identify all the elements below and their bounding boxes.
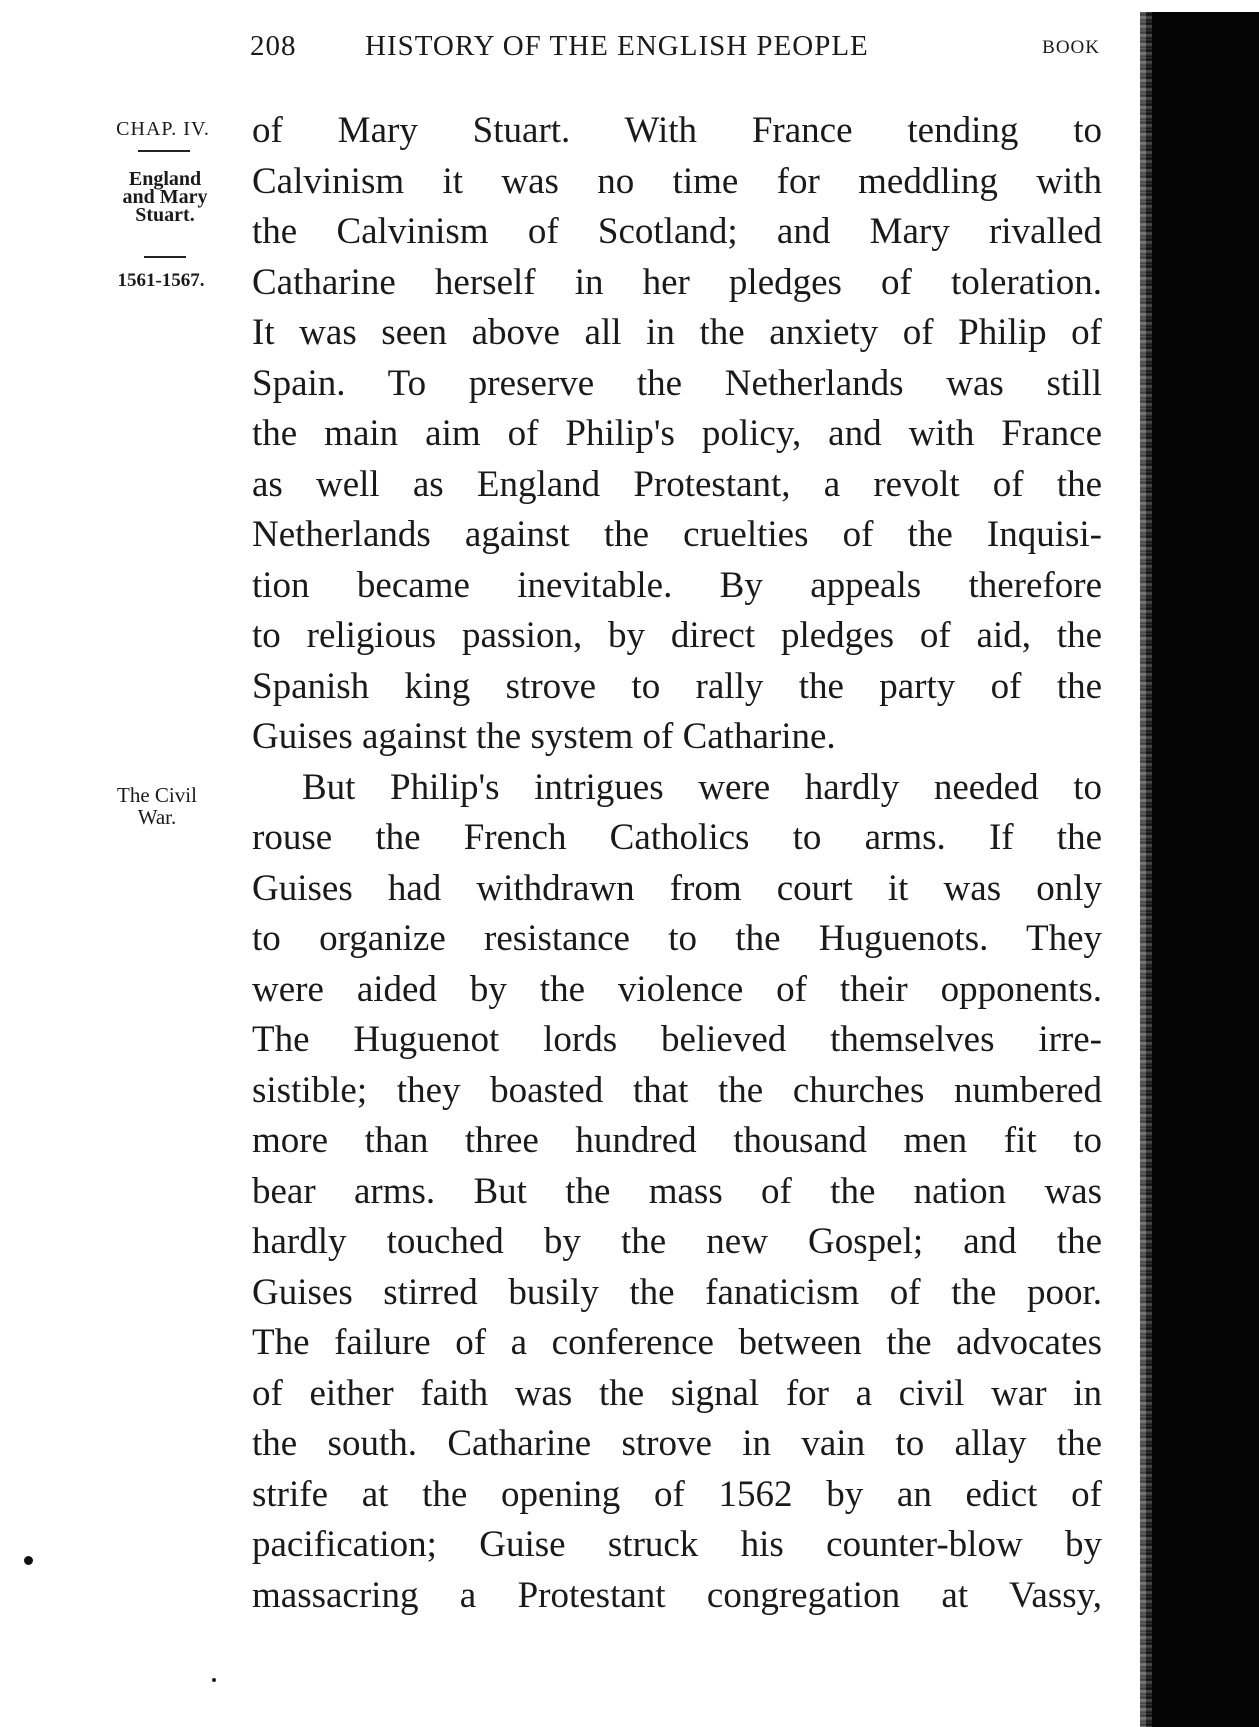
text-line: Catharine herself in her pledges of toleration. bbox=[252, 261, 1102, 303]
scan-dark-edge bbox=[1146, 12, 1259, 1727]
text-line: The failure of a conference between the advocates bbox=[252, 1322, 1102, 1363]
book-label: BOOK bbox=[1042, 37, 1100, 58]
text-line: to organize resistance to the Huguenots. They bbox=[252, 918, 1102, 959]
sidenote-years: 1561-1567. bbox=[117, 270, 205, 291]
text-line: tion became inevitable. By appeals therefore bbox=[252, 564, 1102, 606]
page-number: 208 bbox=[250, 30, 297, 62]
text-line: Guises had withdrawn from court it was only bbox=[252, 867, 1102, 909]
text-line: to religious passion, by direct pledges of aid, the bbox=[252, 615, 1102, 656]
text-line: Calvinism it was no time for meddling with bbox=[252, 160, 1102, 202]
ink-speck bbox=[212, 1678, 216, 1682]
text-line: But Philip's intrigues were hardly needed to bbox=[302, 766, 1102, 808]
sidenote-title-line: and Mary bbox=[122, 186, 208, 208]
text-line: sistible; they boasted that the churches numbered bbox=[252, 1069, 1102, 1111]
text-line: the Calvinism of Scotland; and Mary rivalled bbox=[252, 211, 1102, 252]
ink-speck bbox=[24, 1556, 33, 1565]
text-line: were aided by the violence of their opponents. bbox=[252, 968, 1102, 1010]
sidenote-title-line: England bbox=[128, 168, 202, 190]
text-line: Spain. To preserve the Netherlands was still bbox=[252, 362, 1102, 404]
text-line: strife at the opening of 1562 by an edict of bbox=[252, 1473, 1102, 1515]
sidenote-civil-line: War. bbox=[137, 805, 177, 829]
text-line: The Huguenot lords believed themselves irre- bbox=[252, 1019, 1102, 1060]
text-line: It was seen above all in the anxiety of Philip of bbox=[252, 312, 1102, 353]
text-line: hardly touched by the new Gospel; and the bbox=[252, 1221, 1102, 1262]
text-line: pacification; Guise struck his counter-blow by bbox=[252, 1524, 1102, 1565]
sidenote-civil-line: The Civil bbox=[117, 783, 197, 807]
text-line: bear arms. But the mass of the nation was bbox=[252, 1170, 1102, 1212]
text-line: of either faith was the signal for a civil war in bbox=[252, 1372, 1102, 1414]
text-line: Guises against the system of Catharine. bbox=[252, 716, 836, 757]
running-title: HISTORY OF THE ENGLISH PEOPLE bbox=[365, 30, 869, 62]
text-line: the south. Catharine strove in vain to allay the bbox=[252, 1423, 1102, 1464]
text-line: rouse the French Catholics to arms. If the bbox=[252, 817, 1102, 858]
sidenote-chapter: CHAP. IV. bbox=[116, 118, 210, 140]
text-line: the main aim of Philip's policy, and with France bbox=[252, 413, 1102, 454]
text-line: Spanish king strove to rally the party of the bbox=[252, 665, 1102, 707]
sidenote-section-title bbox=[100, 170, 230, 224]
text-line: more than three hundred thousand men fit to bbox=[252, 1120, 1102, 1161]
body-text bbox=[252, 106, 1102, 1621]
text-line: Netherlands against the cruelties of the Inquisi- bbox=[252, 514, 1102, 555]
sidenote-rule bbox=[138, 150, 190, 152]
page-header bbox=[250, 30, 1100, 70]
text-line: of Mary Stuart. With France tending to bbox=[252, 110, 1102, 151]
text-line: Guises stirred busily the fanaticism of the poor. bbox=[252, 1271, 1102, 1313]
sidenote-civil-war bbox=[92, 784, 222, 828]
sidenote-rule bbox=[144, 256, 186, 258]
sidenote-title-line: Stuart. bbox=[135, 204, 195, 226]
text-line: as well as England Protestant, a revolt of the bbox=[252, 463, 1102, 505]
text-line: massacring a Protestant congregation at Vassy, bbox=[252, 1574, 1102, 1616]
